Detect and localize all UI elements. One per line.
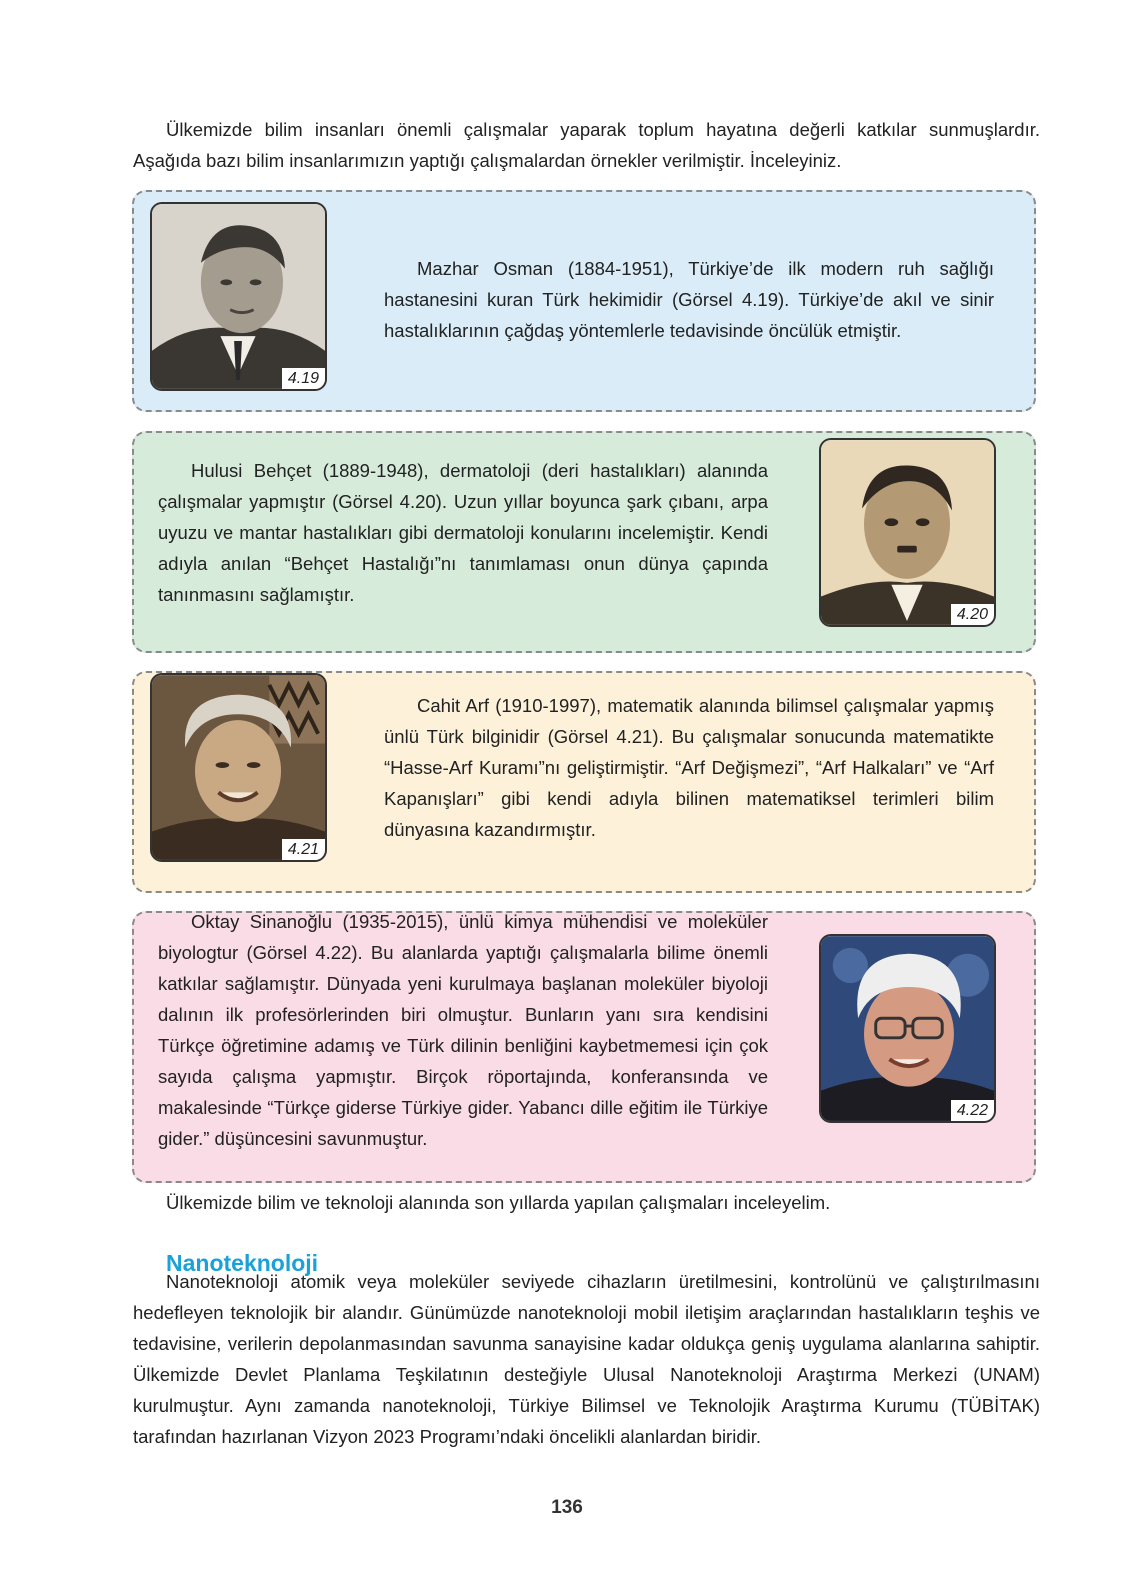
page-number: 136 (551, 1497, 583, 1518)
portrait-photo-4-22 (819, 934, 996, 1123)
portrait-image (821, 936, 994, 1121)
portrait-photo-4-19 (150, 202, 327, 391)
intro-paragraph: Ülkemizde bilim insanları önemli çalışmalar yaparak toplum hayatına değerli katkılar sunmuşlardır. Aşağıda bazı bilim insanlarımızın yaptığı çalışmalardan örnekler verilmiştir. İnceleyiniz. (133, 119, 1040, 171)
scientist-card-mazhar-osman (132, 190, 1036, 412)
portrait-photo-4-21 (150, 673, 327, 862)
scientist-card-oktay-sinanoglu (132, 911, 1036, 1183)
figure-label: 4.21 (282, 839, 325, 860)
scientist-description: Oktay Sinanoğlu (1935-2015), ünlü kimya mühendisi ve moleküler biyologtur (Görsel 4.22). Bu alanlarda yaptığı çalışmalarla bilime önemli katkılar sağlamıştır. Dünyada yeni kurulmaya başlanan moleküler biyoloji dalının ilk profesörlerinden biri olmuştur. Bunların yanı sıra kendisini Türkçe öğretimine adamış ve Türk dilinin benliğini kaybetmemesi için çok sayıda çalışma yapmıştır. Birçok röportajında, konferansında ve makalesinde “Türkçe giderse Türkiye gider. Yabancı dille eğitim ile Türkiye gider.” düşüncesini savunmuştur. (158, 911, 768, 1149)
section-heading: Nanoteknoloji (166, 1250, 319, 1276)
scientist-description: Cahit Arf (1910-1997), matematik alanında bilimsel çalışmalar yapmış ünlü Türk bilginidir (Görsel 4.21). Bu çalışmalar sonucunda matematikte “Hasse-Arf Kuramı”nı geliştirmiştir. “Arf Değişmezi”, “Arf Halkaları” ve “Arf Kapanışları” gibi kendi adıyla bilinen matematiksel terimleri bilim dünyasına kazandırmıştır. (384, 695, 994, 840)
figure-label: 4.20 (951, 604, 994, 625)
portrait-image (821, 440, 994, 625)
figure-label: 4.22 (951, 1100, 994, 1121)
portrait-photo-4-20 (819, 438, 996, 627)
transition-paragraph: Ülkemizde bilim ve teknoloji alanında son yıllarda yapılan çalışmaları inceleyelim. (166, 1192, 831, 1213)
scientist-description: Hulusi Behçet (1889-1948), dermatoloji (deri hastalıkları) alanında çalışmalar yapmıştır (Görsel 4.20). Uzun yıllar boyunca şark çıbanı, arpa uyuzu ve mantar hastalıkları gibi dermatoloji konularını incelemiştir. Kendi adıyla anılan “Behçet Hastalığı”nı tanımlaması onun dünya çapında tanınmasını sağlamıştır. (158, 460, 768, 605)
portrait-image (152, 675, 325, 860)
portrait-image (152, 204, 325, 389)
scientist-card-hulusi-behcet (132, 431, 1036, 653)
figure-label: 4.19 (282, 368, 325, 389)
scientist-card-cahit-arf (132, 671, 1036, 893)
section-body: Nanoteknoloji atomik veya moleküler seviyede cihazların üretilmesini, kontrolünü ve çalıştırılmasını hedefleyen teknolojik bir alandır. Günümüzde nanoteknoloji mobil iletişim araçlarından hastalıkların teşhis ve tedavisine, verilerin depolanmasından savunma sanayisine kadar oldukça geniş uygulama alanlarına sahiptir. Ülkemizde Devlet Planlama Teşkilatının desteğiyle Ulusal Nanoteknoloji Araştırma Merkezi (UNAM) kurulmuştur. Aynı zamanda nanoteknoloji, Türkiye Bilimsel ve Teknolojik Araştırma Kurumu (TÜBİTAK) tarafından hazırlanan Vizyon 2023 Programı’ndaki öncelikli alanlardan biridir. (133, 1271, 1040, 1447)
scientist-description: Mazhar Osman (1884-1951), Türkiye’de ilk modern ruh sağlığı hastanesini kuran Türk hekimidir (Görsel 4.19). Türkiye’de akıl ve sinir hastalıklarının çağdaş yöntemlerle tedavisinde öncülük etmiştir. (384, 258, 994, 341)
